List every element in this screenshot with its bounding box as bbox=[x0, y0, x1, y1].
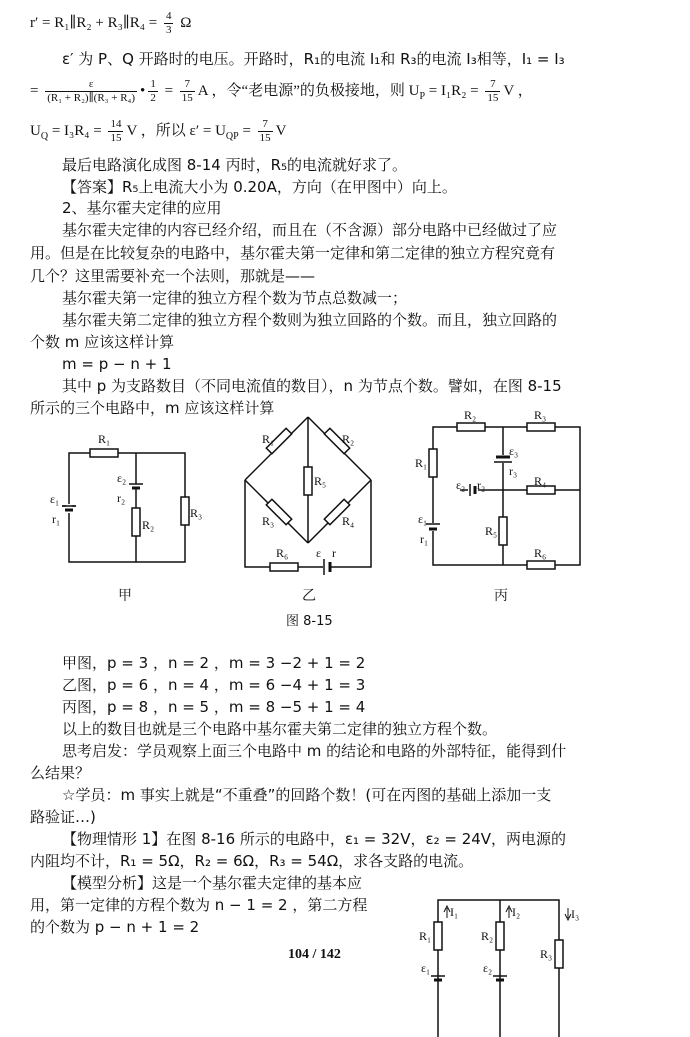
svg-text:R₁: R₁ bbox=[415, 456, 428, 470]
caption-jia: 甲 bbox=[118, 588, 132, 604]
text-line: 用。但是在比较复杂的电路中，基尔霍夫第一定律和第二定律的独立方程究竟有 bbox=[30, 244, 556, 262]
figure-title: 图 8-15 bbox=[286, 614, 333, 629]
svg-text:ε₃: ε₃ bbox=[509, 444, 519, 458]
text-line: 基尔霍夫第一定律的独立方程个数为节点总数减一； bbox=[62, 289, 408, 307]
svg-text:r: r bbox=[332, 546, 336, 560]
svg-text:R₁: R₁ bbox=[98, 432, 111, 446]
text-line: 所示的三个电路中，m 应该这样计算 bbox=[30, 399, 275, 417]
svg-text:ε₂: ε₂ bbox=[483, 961, 493, 975]
text-line: 用，第一定律的方程个数为 n − 1 = 2 ，第二方程 bbox=[30, 896, 368, 914]
equation-current: = $\frac{\varepsilon}{\text{(R₁ + R₂)∥(R₃ + R₄)}}$ • $\frac{1}{2}$ = $\frac{7}{15}$ A ，令“老电源”的负极接地，则 $U_P = I_1R_2$ = $\frac{7}{15}$ V ， bbox=[30, 78, 533, 104]
circuit-jia bbox=[50, 432, 202, 562]
svg-text:ε₁: ε₁ bbox=[421, 961, 431, 975]
text-line: 路验证…) bbox=[30, 808, 96, 826]
text-line: 的个数为 p − n + 1 = 2 bbox=[30, 918, 200, 936]
text-line: 其中 p 为支路数目（不同电流值的数目），n 为节点个数。譬如，在图 8-15 bbox=[62, 377, 562, 395]
formula-line: m = p − n + 1 bbox=[62, 355, 172, 373]
text-line: 乙图，p = 6 ，n = 4 ，m = 6 −4 + 1 = 3 bbox=[62, 676, 366, 694]
svg-text:R₆: R₆ bbox=[276, 546, 289, 560]
problem-line: 【物理情形 1】在图 8-16 所示的电路中，ε₁ = 32V，ε₂ = 24V，两电源的 bbox=[62, 830, 567, 848]
svg-text:R₆: R₆ bbox=[534, 546, 547, 560]
circuit-bing bbox=[415, 408, 580, 569]
svg-text:ε: ε bbox=[316, 546, 322, 560]
text-line: ε′ 为 P、Q 开路时的电压。开路时，R₁的电流 I₁和 R₃的电流 I₃相等，I₁ = I₃ bbox=[62, 50, 565, 68]
text-line: 个数 m 应该这样计算 bbox=[30, 333, 175, 351]
text-line: 以上的数目也就是三个电路中基尔霍夫第二定律的独立方程个数。 bbox=[62, 720, 498, 738]
svg-text:I₂: I₂ bbox=[512, 905, 521, 919]
caption-yi: 乙 bbox=[302, 588, 316, 604]
svg-text:R₂: R₂ bbox=[142, 518, 155, 532]
text-line: 思考启发：学员观察上面三个电路中 m 的结论和电路的外部特征，能得到什 bbox=[62, 742, 567, 760]
equation-voltage: $U_Q = I_3R_4$ = $\frac{14}{15}$ V ，所以 $\varepsilon' = U_{QP}$ = $\frac{7}{15}$ V bbox=[30, 118, 287, 144]
page-number: 104 / 142 bbox=[288, 947, 341, 962]
resistor-r1 bbox=[90, 449, 118, 457]
text-line: 甲图，p = 3 ，n = 2 ，m = 3 −2 + 1 = 2 bbox=[62, 654, 366, 672]
svg-text:R₄: R₄ bbox=[342, 514, 355, 528]
svg-text:R₁: R₁ bbox=[262, 432, 275, 446]
svg-text:R₂: R₂ bbox=[481, 929, 494, 943]
text-line: 丙图，p = 8 ，n = 5 ，m = 8 −5 + 1 = 4 bbox=[62, 698, 366, 716]
text-line: ☆学员：m 事实上就是“不重叠”的回路个数！(可在丙图的基础上添加一支 bbox=[62, 786, 552, 804]
model-analysis-line: 【模型分析】这是一个基尔霍夫定律的基本应 bbox=[62, 874, 363, 892]
svg-text:R₃: R₃ bbox=[540, 947, 553, 961]
svg-text:r₃: r₃ bbox=[509, 464, 518, 478]
svg-text:r₂: r₂ bbox=[477, 478, 486, 492]
svg-text:ε₁: ε₁ bbox=[418, 512, 428, 526]
svg-text:r₁: r₁ bbox=[420, 532, 429, 546]
svg-text:I₃: I₃ bbox=[571, 907, 580, 921]
text-line: 几个？这里需要补充一个法则，那就是—— bbox=[30, 267, 316, 285]
figure-8-16-circuit bbox=[405, 888, 585, 1037]
figure-8-15-circuits bbox=[40, 405, 660, 600]
text-line: 基尔霍夫定律的内容已经介绍，而且在（不含源）部分电路中已经做过了应 bbox=[62, 221, 558, 239]
resistor-r3 bbox=[181, 497, 189, 525]
svg-text:R₅: R₅ bbox=[485, 524, 498, 538]
resistor-r2 bbox=[132, 508, 140, 536]
circuit-yi bbox=[245, 417, 371, 575]
svg-text:R₂: R₂ bbox=[464, 408, 477, 422]
svg-text:r₂: r₂ bbox=[117, 491, 126, 505]
svg-text:R₃: R₃ bbox=[534, 408, 547, 422]
text-line: 么结果？ bbox=[30, 764, 91, 782]
section-heading: 2、基尔霍夫定律的应用 bbox=[62, 199, 222, 217]
svg-text:ε₂: ε₂ bbox=[456, 478, 466, 492]
svg-text:R₃: R₃ bbox=[262, 514, 275, 528]
answer-line: 【答案】R₅上电流大小为 0.20A，方向（在甲图中）向上。 bbox=[62, 178, 457, 196]
text-line: 最后电路演化成图 8-14 丙时，R₅的电流就好求了。 bbox=[62, 156, 408, 174]
svg-text:I₁: I₁ bbox=[450, 905, 459, 919]
svg-text:R₂: R₂ bbox=[342, 432, 355, 446]
fraction: $\frac{4}{3}$ bbox=[165, 10, 172, 36]
svg-text:R₁: R₁ bbox=[419, 929, 432, 943]
equation-text: r′ = R₁∥R₂ + R₃∥R₄ = bbox=[30, 14, 158, 31]
svg-text:ε₁: ε₁ bbox=[50, 492, 60, 506]
svg-text:R₄: R₄ bbox=[534, 474, 547, 488]
svg-text:R₃: R₃ bbox=[190, 506, 203, 520]
text-line: 内阻均不计，R₁ = 5Ω，R₂ = 6Ω，R₃ = 54Ω，求各支路的电流。 bbox=[30, 852, 474, 870]
svg-text:ε₂: ε₂ bbox=[117, 471, 127, 485]
svg-text:r₁: r₁ bbox=[52, 512, 61, 526]
text-line: 基尔霍夫第二定律的独立方程个数则为独立回路的个数。而且，独立回路的 bbox=[62, 311, 558, 329]
svg-text:R₅: R₅ bbox=[314, 474, 327, 488]
caption-bing: 丙 bbox=[494, 588, 508, 604]
equation-r-prime: r′ = R₁∥R₂ + R₃∥R₄ = $\frac{4}{3}$ Ω bbox=[30, 10, 192, 36]
